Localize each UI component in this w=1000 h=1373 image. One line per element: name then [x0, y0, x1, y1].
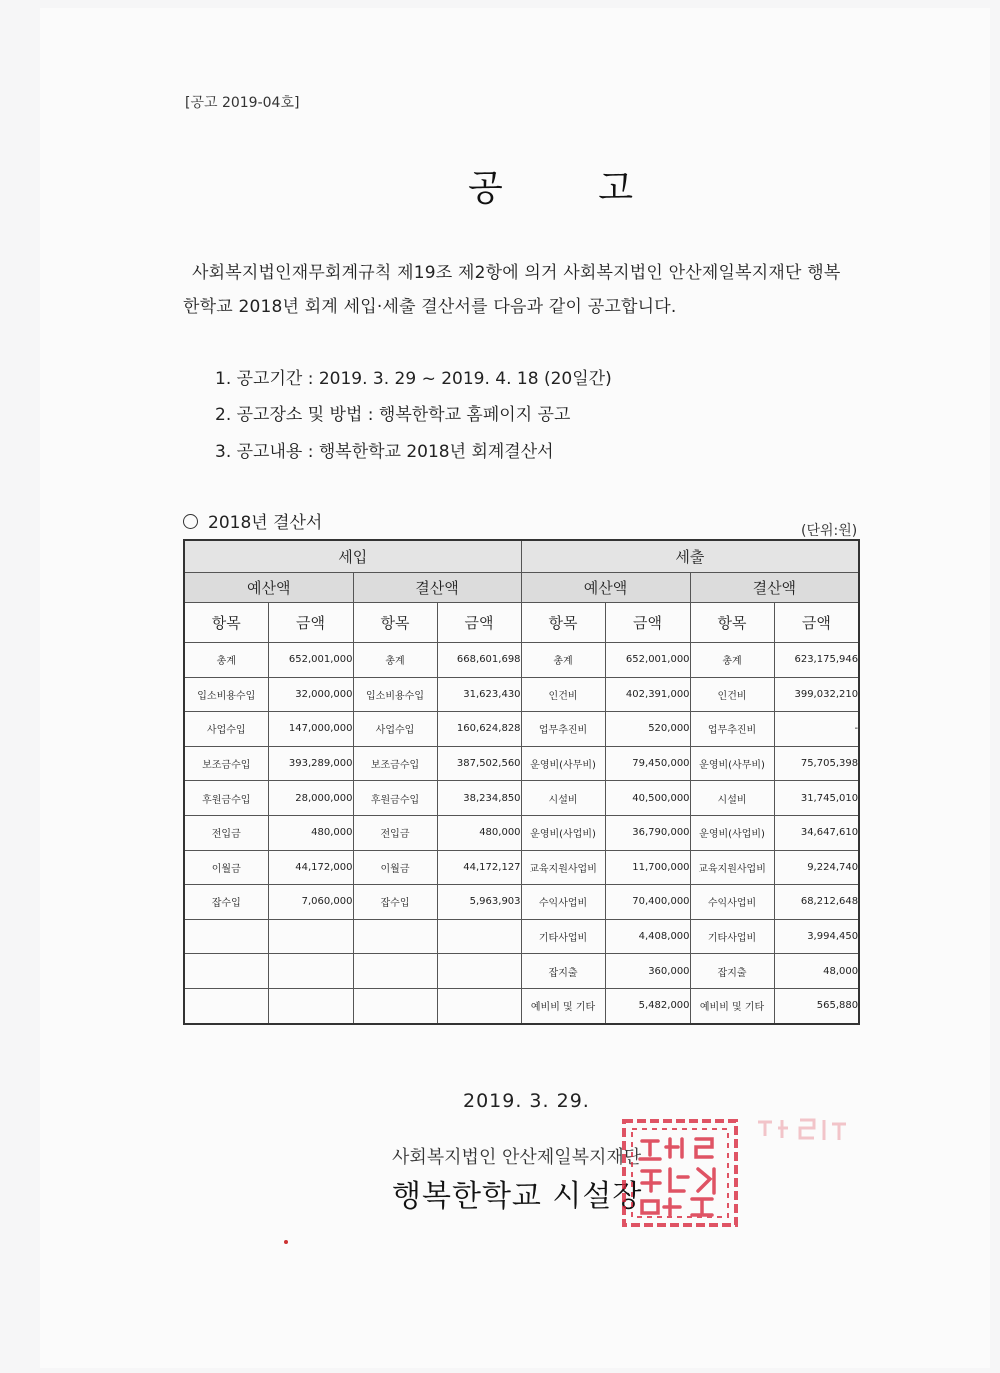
amount-cell: 32,000,000: [268, 677, 353, 712]
item-name-cell: 사업수입: [353, 712, 437, 747]
stain-dot: [284, 1240, 288, 1244]
official-seal-stamp: [618, 1113, 742, 1233]
amount-cell: 38,234,850: [437, 781, 521, 816]
item-name-cell: 기타사업비: [690, 919, 774, 954]
amount-cell: [268, 954, 353, 989]
amount-cell: 160,624,828: [437, 712, 521, 747]
amount-cell: 147,000,000: [268, 712, 353, 747]
item-name-cell: 잡지출: [690, 954, 774, 989]
item-name-cell: [353, 954, 437, 989]
item-name-cell: 잡수입: [353, 885, 437, 920]
notice-place-item: 2. 공고장소 및 방법 : 행복한학교 홈페이지 공고: [215, 405, 571, 425]
table-row: [184, 815, 859, 850]
expense-header: 세출: [521, 540, 859, 573]
facility-head-title: 행복한학교 시설장: [392, 1179, 643, 1214]
revenue-header: 세입: [184, 540, 521, 573]
amount-cell: 48,000: [774, 954, 859, 989]
item-name-cell: 인건비: [521, 677, 605, 712]
item-name-cell: 사업수입: [184, 712, 268, 747]
amount-cell: [437, 954, 521, 989]
expense-settlement-header: 결산액: [690, 573, 859, 603]
item-name-cell: 후원금수입: [184, 781, 268, 816]
document-title: 공 고: [468, 168, 675, 209]
column-header-item: 항목: [690, 603, 774, 643]
expense-budget-header: 예산액: [521, 573, 690, 603]
amount-cell: 34,647,610: [774, 815, 859, 850]
item-name-cell: 시설비: [521, 781, 605, 816]
notice-number: [공고 2019-04호]: [185, 95, 300, 111]
item-name-cell: 예비비 및 기타: [521, 988, 605, 1023]
amount-cell: 402,391,000: [605, 677, 690, 712]
item-name-cell: 이월금: [184, 850, 268, 885]
item-name-cell: 후원금수입: [353, 781, 437, 816]
item-name-cell: 교육지원사업비: [521, 850, 605, 885]
item-name-cell: 보조금수입: [184, 746, 268, 781]
amount-cell: 5,963,903: [437, 885, 521, 920]
notice-date: 2019. 3. 29.: [463, 1090, 590, 1112]
body-paragraph-line-2: 한학교 2018년 회계 세입·세출 결산서를 다음과 같이 공고합니다.: [183, 297, 677, 317]
amount-cell: [268, 919, 353, 954]
amount-cell: 565,880: [774, 988, 859, 1023]
item-name-cell: 잡지출: [521, 954, 605, 989]
item-name-cell: 업무추진비: [521, 712, 605, 747]
item-name-cell: 입소비용수입: [184, 677, 268, 712]
column-header-amount: 금액: [437, 603, 521, 643]
circle-bullet-icon: [183, 514, 198, 529]
settlement-table: [183, 539, 860, 1025]
column-header-amount: 금액: [605, 603, 690, 643]
table-row: [184, 885, 859, 920]
item-name-cell: 시설비: [690, 781, 774, 816]
amount-cell: 7,060,000: [268, 885, 353, 920]
amount-cell: 44,172,127: [437, 850, 521, 885]
item-name-cell: 예비비 및 기타: [690, 988, 774, 1023]
amount-cell: 360,000: [605, 954, 690, 989]
body-paragraph-line-1: 사회복지법인재무회계규칙 제19조 제2항에 의거 사회복지법인 안산제일복지재단 행복: [192, 263, 841, 283]
notice-period-item: 1. 공고기간 : 2019. 3. 29 ~ 2019. 4. 18 (20일간): [215, 369, 612, 389]
amount-cell: 480,000: [268, 815, 353, 850]
unit-label: (단위:원): [801, 523, 858, 539]
amount-cell: 31,623,430: [437, 677, 521, 712]
amount-cell: 480,000: [437, 815, 521, 850]
amount-cell: 399,032,210: [774, 677, 859, 712]
amount-cell: 5,482,000: [605, 988, 690, 1023]
amount-cell: -: [774, 712, 859, 747]
item-name-cell: [184, 954, 268, 989]
amount-cell: 393,289,000: [268, 746, 353, 781]
item-name-cell: 수익사업비: [521, 885, 605, 920]
revenue-settlement-header: 결산액: [353, 573, 521, 603]
amount-cell: 668,601,698: [437, 643, 521, 678]
table-row: [184, 746, 859, 781]
amount-cell: 520,000: [605, 712, 690, 747]
item-name-cell: 총계: [353, 643, 437, 678]
item-name-cell: [353, 988, 437, 1023]
amount-cell: 3,994,450: [774, 919, 859, 954]
amount-cell: 36,790,000: [605, 815, 690, 850]
item-name-cell: 운영비(사무비): [690, 746, 774, 781]
faint-seal-impression: [752, 1112, 862, 1152]
item-name-cell: 보조금수입: [353, 746, 437, 781]
amount-cell: [437, 919, 521, 954]
item-name-cell: 총계: [521, 643, 605, 678]
table-row: [184, 988, 859, 1023]
amount-cell: 40,500,000: [605, 781, 690, 816]
item-name-cell: 전입금: [184, 815, 268, 850]
item-name-cell: [353, 919, 437, 954]
column-header-amount: 금액: [268, 603, 353, 643]
item-name-cell: 수익사업비: [690, 885, 774, 920]
item-name-cell: 기타사업비: [521, 919, 605, 954]
amount-cell: 4,408,000: [605, 919, 690, 954]
item-name-cell: 잡수입: [184, 885, 268, 920]
table-row: [184, 850, 859, 885]
table-body: [184, 643, 859, 1024]
amount-cell: 652,001,000: [605, 643, 690, 678]
amount-cell: 652,001,000: [268, 643, 353, 678]
item-name-cell: 운영비(사업비): [690, 815, 774, 850]
item-name-cell: 인건비: [690, 677, 774, 712]
item-name-cell: 입소비용수입: [353, 677, 437, 712]
amount-cell: 9,224,740: [774, 850, 859, 885]
table-row: [184, 919, 859, 954]
amount-cell: 70,400,000: [605, 885, 690, 920]
table-row: [184, 954, 859, 989]
amount-cell: 31,745,010: [774, 781, 859, 816]
item-name-cell: 총계: [184, 643, 268, 678]
amount-cell: 79,450,000: [605, 746, 690, 781]
section-title-text: 2018년 결산서: [208, 513, 323, 533]
item-name-cell: 교육지원사업비: [690, 850, 774, 885]
item-name-cell: 운영비(사무비): [521, 746, 605, 781]
revenue-budget-header: 예산액: [184, 573, 353, 603]
amount-cell: [437, 988, 521, 1023]
section-title: [183, 508, 322, 533]
organization-name: 사회복지법인 안산제일복지재단: [392, 1147, 642, 1168]
amount-cell: 75,705,398: [774, 746, 859, 781]
table-row: [184, 677, 859, 712]
amount-cell: 623,175,946: [774, 643, 859, 678]
amount-cell: 68,212,648: [774, 885, 859, 920]
table-row: [184, 712, 859, 747]
amount-cell: 387,502,560: [437, 746, 521, 781]
table-row: [184, 781, 859, 816]
item-name-cell: 총계: [690, 643, 774, 678]
column-header-item: 항목: [184, 603, 268, 643]
column-header-item: 항목: [353, 603, 437, 643]
item-name-cell: 운영비(사업비): [521, 815, 605, 850]
item-name-cell: 업무추진비: [690, 712, 774, 747]
item-name-cell: [184, 988, 268, 1023]
item-name-cell: 이월금: [353, 850, 437, 885]
column-header-item: 항목: [521, 603, 605, 643]
amount-cell: 28,000,000: [268, 781, 353, 816]
amount-cell: 11,700,000: [605, 850, 690, 885]
column-header-amount: 금액: [774, 603, 859, 643]
notice-content-item: 3. 공고내용 : 행복한학교 2018년 회계결산서: [215, 442, 554, 462]
table-row: [184, 643, 859, 678]
amount-cell: [268, 988, 353, 1023]
item-name-cell: [184, 919, 268, 954]
amount-cell: 44,172,000: [268, 850, 353, 885]
item-name-cell: 전입금: [353, 815, 437, 850]
